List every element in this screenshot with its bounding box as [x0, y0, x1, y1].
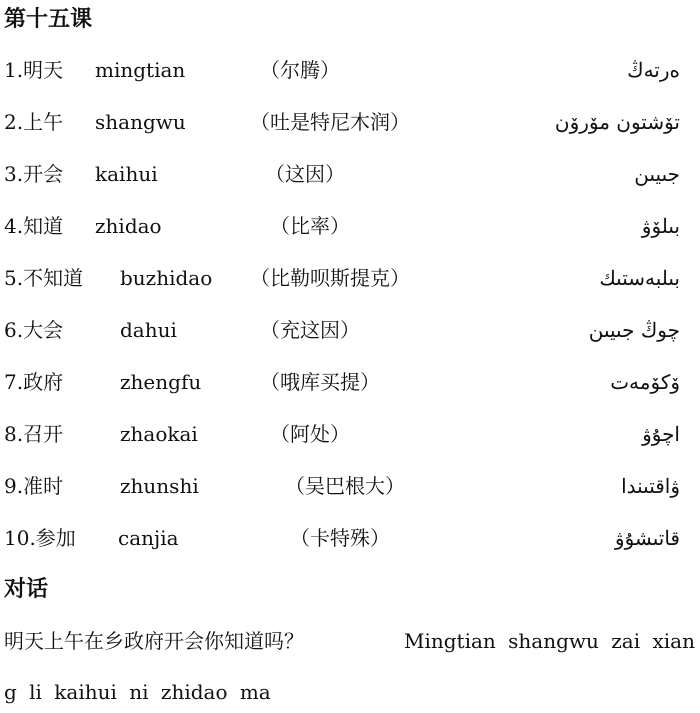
vocab-row — [0, 315, 700, 345]
vocab-uyghur: ەرتەڭ — [627, 58, 680, 82]
vocab-number-word: 6.大会 — [4, 318, 64, 342]
vocab-transliteration: （哦库买提） — [260, 370, 380, 394]
dialog-pinyin-part1: Mingtian shangwu zai xian — [404, 629, 695, 653]
vocab-uyghur: ۆكۆمەت — [610, 370, 680, 394]
vocab-row — [0, 55, 700, 85]
vocab-pinyin: mingtian — [95, 58, 186, 82]
dialog-chinese: 明天上午在乡政府开会你知道吗？ — [4, 629, 304, 653]
vocab-transliteration: （阿处） — [270, 422, 350, 446]
vocab-uyghur: چوڭ جىيىن — [588, 318, 680, 342]
vocab-pinyin: buzhidao — [120, 266, 213, 290]
dialog-pinyin-part2: g li kaihui ni zhidao ma — [4, 680, 271, 704]
vocab-transliteration: （吐是特尼木润） — [250, 110, 410, 134]
vocab-number-word: 5.不知道 — [4, 266, 84, 290]
vocab-pinyin: canjia — [118, 526, 179, 550]
vocab-uyghur: اچۇۋ — [642, 422, 680, 446]
vocab-row — [0, 263, 700, 293]
dialog-line-2 — [4, 677, 696, 707]
vocab-number-word: 4.知道 — [4, 214, 64, 238]
vocab-pinyin: kaihui — [95, 162, 158, 186]
vocab-number-word: 1.明天 — [4, 58, 64, 82]
vocab-pinyin: zhidao — [95, 214, 162, 238]
vocab-row — [0, 471, 700, 501]
vocab-number-word: 9.准时 — [4, 474, 64, 498]
vocab-number-word: 3.开会 — [4, 162, 64, 186]
vocab-row — [0, 419, 700, 449]
vocab-transliteration: （比率） — [270, 214, 350, 238]
vocab-row — [0, 367, 700, 397]
vocab-pinyin: shangwu — [95, 110, 186, 134]
vocab-pinyin: zhaokai — [120, 422, 198, 446]
vocab-row — [0, 211, 700, 241]
vocab-transliteration: （卡特殊） — [290, 526, 390, 550]
lesson-title: 第十五课 — [4, 7, 93, 32]
vocab-uyghur: ۋاقتىندا — [621, 474, 680, 498]
vocab-uyghur: بىلبەستىك — [599, 266, 680, 290]
vocab-uyghur: جىيىن — [634, 162, 680, 186]
vocab-transliteration: （吴巴根大） — [285, 474, 405, 498]
vocab-row — [0, 159, 700, 189]
vocab-pinyin: zhunshi — [120, 474, 199, 498]
vocab-number-word: 8.召开 — [4, 422, 64, 446]
vocab-row — [0, 107, 700, 137]
vocab-uyghur: تۆشتون مۆرۆن — [554, 110, 680, 134]
vocab-number-word: 10.参加 — [4, 526, 76, 550]
vocab-pinyin: zhengfu — [120, 370, 202, 394]
vocab-transliteration: （充这因） — [260, 318, 360, 342]
vocab-transliteration: （尔腾） — [260, 58, 340, 82]
vocab-transliteration: （这因） — [265, 162, 345, 186]
vocab-number-word: 2.上午 — [4, 110, 64, 134]
dialog-title: 对话 — [4, 577, 49, 602]
vocab-uyghur: قاتىشۇۋ — [614, 526, 680, 550]
vocab-transliteration: （比勒呗斯提克） — [250, 266, 410, 290]
vocab-row — [0, 523, 700, 553]
vocab-pinyin: dahui — [120, 318, 177, 342]
vocab-uyghur: بىلۆۋ — [641, 214, 680, 238]
vocab-number-word: 7.政府 — [4, 370, 64, 394]
